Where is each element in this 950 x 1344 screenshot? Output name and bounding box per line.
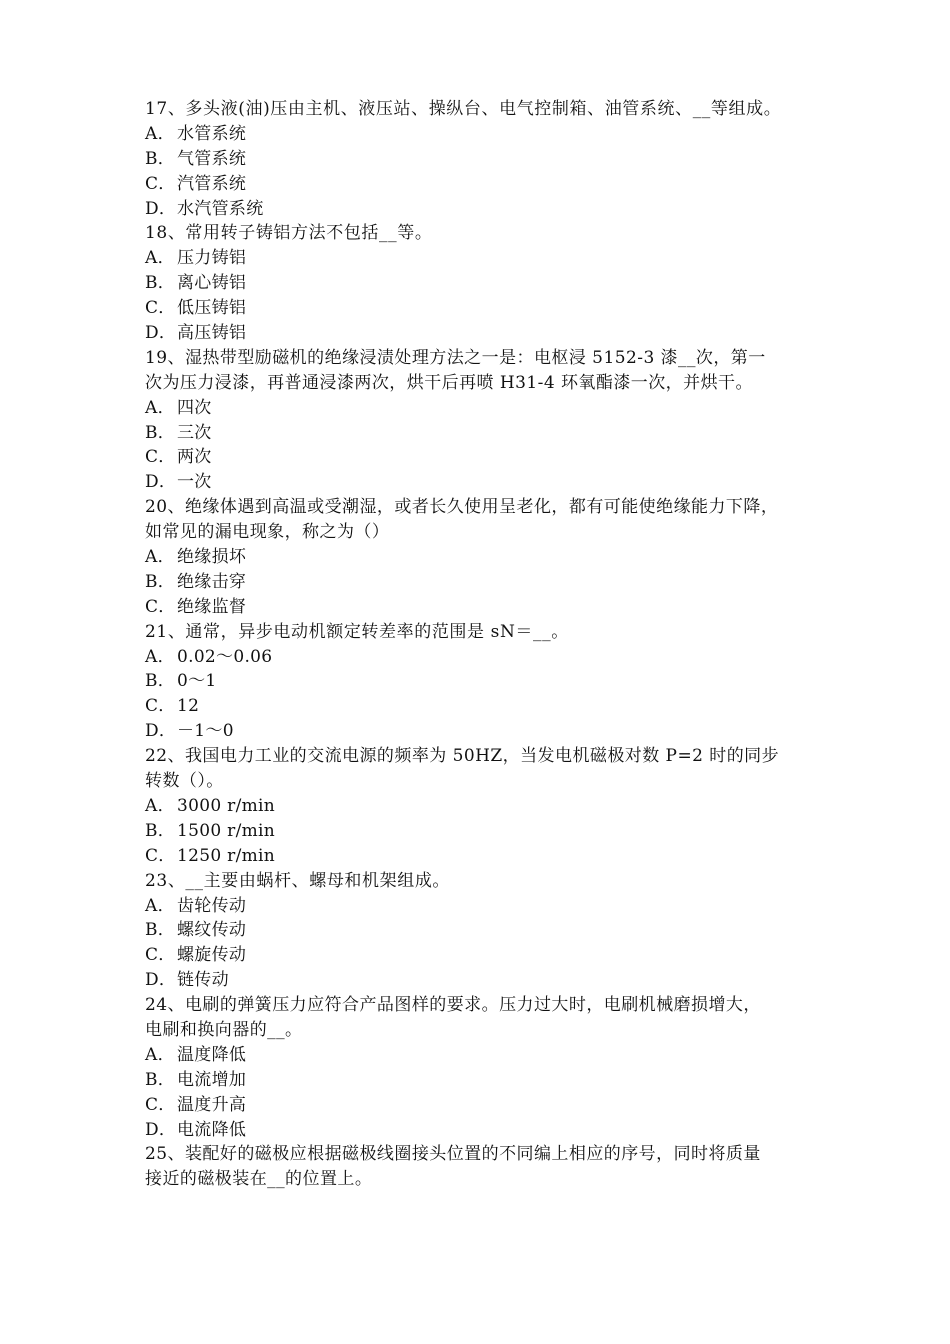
option-letter: B． [145,1069,176,1090]
option-text: 气管系统 [177,148,247,169]
option-letter: B． [145,671,176,692]
question-text-line: 19、湿热带型励磁机的绝缘浸渍处理方法之一是：电枢浸 5152-3 漆__次，第一 [145,347,766,368]
option-letter: A． [145,547,175,568]
question-23 [145,869,810,894]
option-letter: C． [145,173,176,194]
option-letter: A． [145,895,175,916]
option-item [145,271,810,296]
question-text-line: 如常见的漏电现象，称之为（） [145,522,390,543]
option-item [145,321,810,346]
option-letter: A． [145,795,175,816]
option-text: 0～1 [177,671,217,692]
option-text: 四次 [177,397,212,418]
option-text: 1250 r/min [177,845,276,866]
option-letter: B． [145,571,176,592]
option-item [145,1068,810,1093]
question-text-line: 18、常用转子铸铝方法不包括__等。 [145,223,433,244]
option-text: 低压铸铝 [177,298,247,319]
question-text-line: 电刷和换向器的__。 [145,1019,303,1040]
question-22 [145,744,810,794]
options-list [145,396,810,496]
options-list [145,545,810,620]
question-21 [145,620,810,645]
option-item [145,545,810,570]
option-item [145,470,810,495]
option-text: 绝缘击穿 [177,571,247,592]
options-list [145,645,810,745]
question-text-line: 接近的磁极装在__的位置上。 [145,1169,373,1190]
option-item [145,172,810,197]
question-text-line: 21、通常，异步电动机额定转差率的范围是 sN＝__。 [145,621,569,642]
option-letter: B． [145,273,176,294]
option-letter: D． [145,721,177,742]
option-item [145,1118,810,1143]
option-text: 链传动 [177,970,229,991]
option-item [145,943,810,968]
option-text: 压力铸铝 [177,248,247,269]
option-item [145,719,810,744]
option-item [145,396,810,421]
option-item [145,147,810,172]
option-item [145,296,810,321]
option-text: 三次 [177,422,212,443]
option-letter: D． [145,323,177,344]
option-text: 电流降低 [177,1119,247,1140]
option-text: 1500 r/min [177,820,276,841]
option-text: －1～0 [177,721,234,742]
option-text: 汽管系统 [177,173,247,194]
option-item [145,421,810,446]
option-letter: A． [145,248,175,269]
options-list [145,1043,810,1143]
question-text-line: 24、电刷的弹簧压力应符合产品图样的要求。压力过大时，电刷机械磨损增大， [145,995,761,1016]
option-letter: C． [145,945,176,966]
option-text: 温度降低 [177,1044,247,1065]
option-item [145,1043,810,1068]
option-text: 螺旋传动 [177,945,247,966]
option-letter: A． [145,646,175,667]
document-page [145,97,810,1192]
option-item [145,1093,810,1118]
option-letter: D． [145,970,177,991]
option-item [145,894,810,919]
option-item [145,445,810,470]
options-list [145,894,810,994]
option-text: 螺纹传动 [177,920,247,941]
option-text: 齿轮传动 [177,895,247,916]
option-letter: D． [145,472,177,493]
options-list [145,794,810,869]
options-list [145,246,810,346]
option-text: 一次 [177,472,212,493]
option-letter: A． [145,123,175,144]
option-letter: C． [145,596,176,617]
option-text: 电流增加 [177,1069,247,1090]
question-text-line: 17、多头液(油)压由主机、液压站、操纵台、电气控制箱、油管系统、__等组成。 [145,99,782,119]
option-item [145,794,810,819]
option-letter: C． [145,696,176,717]
option-letter: C． [145,447,176,468]
option-item [145,645,810,670]
option-text: 绝缘损坏 [177,547,247,568]
option-text: 温度升高 [177,1094,247,1115]
option-letter: D． [145,1119,177,1140]
option-letter: B． [145,422,176,443]
question-25 [145,1142,810,1192]
option-letter: B． [145,920,176,941]
option-text: 高压铸铝 [177,323,247,344]
option-item [145,595,810,620]
option-letter: C． [145,298,176,319]
option-letter: A． [145,1044,175,1065]
question-18 [145,221,810,246]
question-text-line: 25、装配好的磁极应根据磁极线圈接头位置的不同编上相应的序号，同时将质量 [145,1144,761,1165]
option-item [145,197,810,222]
option-letter: B． [145,820,176,841]
question-20 [145,495,810,545]
option-text: 12 [177,696,200,717]
option-letter: A． [145,397,175,418]
option-item [145,844,810,869]
option-item [145,570,810,595]
question-text-line: 23、__主要由蜗杆、螺母和机架组成。 [145,870,451,891]
option-text: 两次 [177,447,212,468]
question-text-line: 20、绝缘体遇到高温或受潮湿，或者长久使用呈老化，都有可能使绝缘能力下降， [145,497,779,518]
option-item [145,918,810,943]
option-item [145,819,810,844]
option-item [145,694,810,719]
option-text: 离心铸铝 [177,273,247,294]
option-item [145,122,810,147]
options-list [145,122,810,222]
question-17 [145,97,810,122]
option-text: 绝缘监督 [177,596,247,617]
option-text: 水管系统 [177,123,247,144]
option-item [145,968,810,993]
option-letter: C． [145,845,176,866]
option-item [145,669,810,694]
option-text: 0.02～0.06 [177,646,273,667]
question-19 [145,346,810,396]
question-24 [145,993,810,1043]
option-letter: C． [145,1094,176,1115]
option-letter: D． [145,198,177,219]
option-letter: B． [145,148,176,169]
question-text-line: 22、我国电力工业的交流电源的频率为 50HZ，当发电机磁极对数 P=2 时的同步 [145,746,780,767]
question-text-line: 转数（）。 [145,771,224,792]
option-text: 水汽管系统 [177,198,264,219]
option-item [145,246,810,271]
question-text-line: 次为压力浸漆，再普通浸漆两次，烘干后再喷 H31-4 环氧酯漆一次，并烘干。 [145,372,753,393]
option-text: 3000 r/min [177,795,276,816]
